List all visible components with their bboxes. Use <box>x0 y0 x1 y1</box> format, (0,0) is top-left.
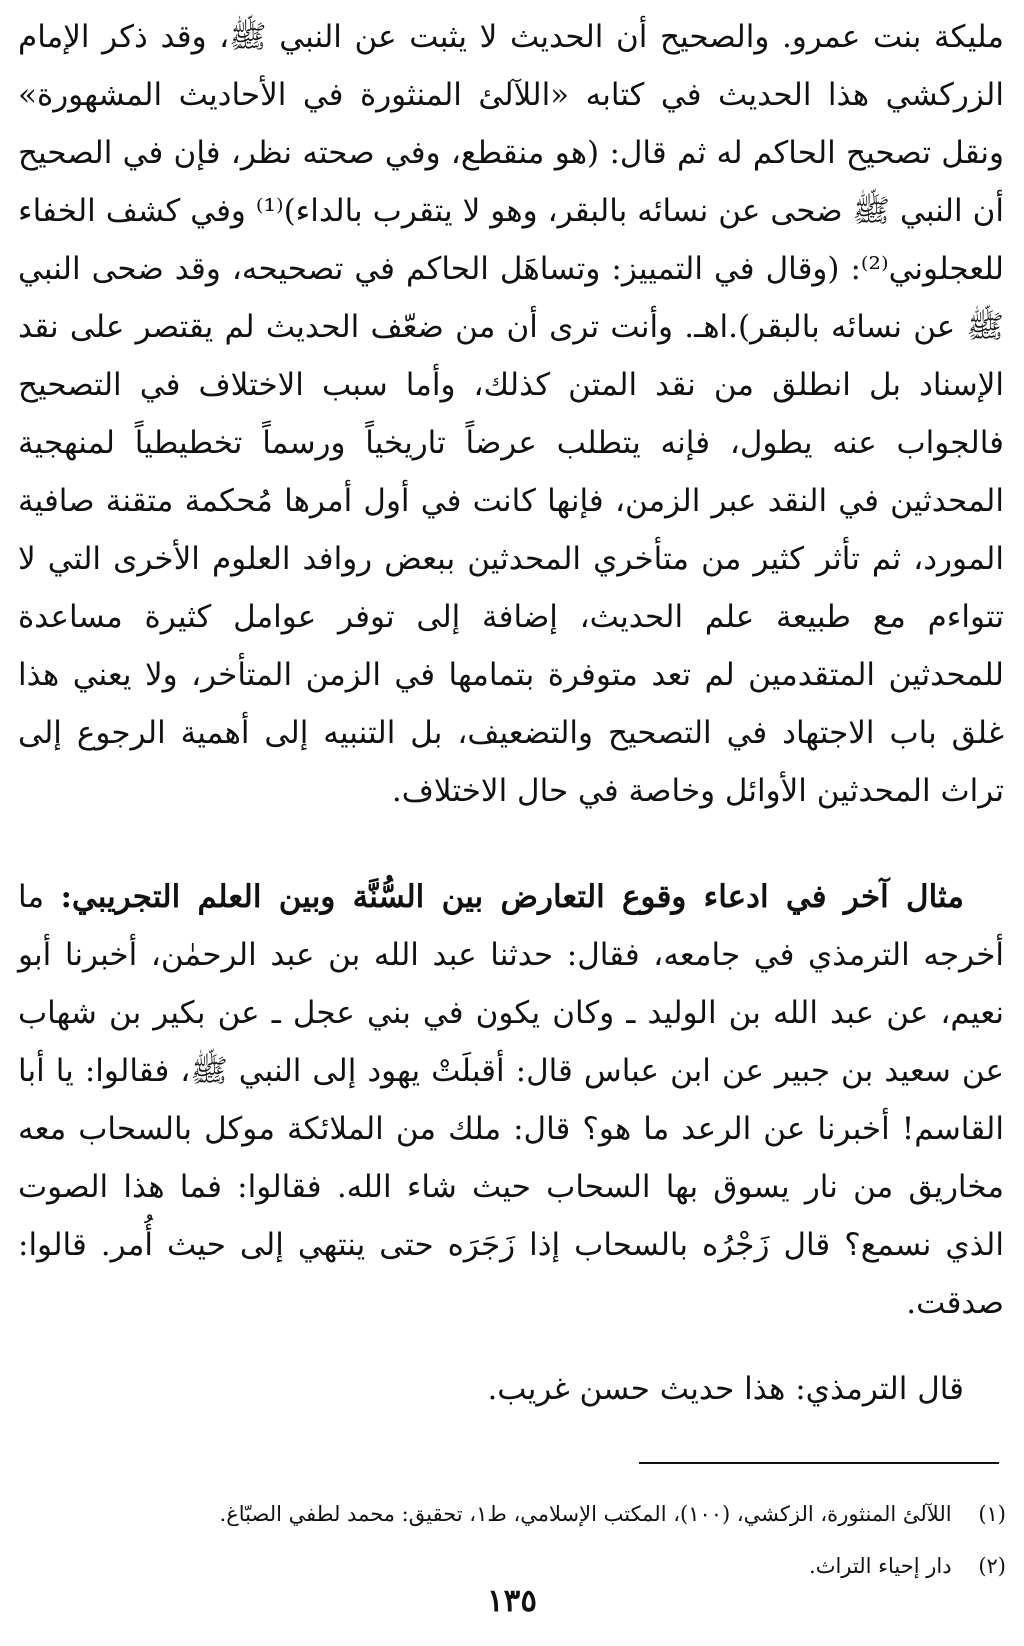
section-heading: مثال آخر في ادعاء وقوع التعارض بين السُّنَّة وبين العلم التجريبي: <box>60 879 964 915</box>
tirmidhi-verdict: قال الترمذي: هذا حديث حسن غريب. <box>487 1371 964 1407</box>
footnote-text: دار إحياء التراث. <box>809 1554 952 1578</box>
footnote-1 <box>26 1488 1006 1540</box>
page-body <box>18 8 1004 1418</box>
example-text: ما أخرجه الترمذي في جامعه، فقال: حدثنا عبد الله بن عبد الرحمٰن، أخبرنا أبو نعيم، عن عبد الله بن الوليد ـ وكان يكون في بني عجل ـ عن بكير بن شهاب عن سعيد بن جبير عن ابن عباس قال: أقبلَتْ يهود إلى النبي ﷺ، فقالوا: يا أبا القاسم! أخبرنا عن الرعد ما هو؟ قال: ملك من الملائكة موكل بالسحاب معه مخاريق من نار يسوق بها السحاب حيث شاء الله. فقالوا: فما هذا الصوت الذي نسمع؟ قال زَجْرُه بالسحاب إذا زَجَرَه حتى ينتهي إلى حيث أُمر. قالوا: صدقت. <box>18 879 1004 1321</box>
footnote-text: اللآلئ المنثورة، الزكشي، (١٠٠)، المكتب الإسلامي، ط١، تحقيق: محمد لطفي الصبّاغ. <box>219 1502 952 1526</box>
body-paragraph-example <box>18 868 1004 1332</box>
footnote-number: (١) <box>978 1502 1006 1526</box>
footnotes <box>26 1488 1006 1592</box>
footnote-number: (٢) <box>978 1554 1006 1578</box>
body-paragraph: مليكة بنت عمرو. والصحيح أن الحديث لا يثبت عن النبي ﷺ، وقد ذكر الإمام الزركشي هذا الحديث في كتابه «اللآلئ المنثورة في الأحاديث المشهورة» ونقل تصحيح الحاكم له ثم قال: (هو منقطع، وفي صحته نظر، فإن في الصحيح أن النبي ﷺ ضحى عن نسائه بالبقر، وهو لا يتقرب بالداء)⁽¹⁾ وفي كشف الخفاء للعجلوني⁽²⁾: (وقال في التمييز: وتساهَل الحاكم في تصحيحه، وقد ضحى النبي ﷺ عن نسائه بالبقر).اهـ. وأنت ترى أن من ضعّف الحديث لم يقتصر على نقد الإسناد بل انطلق من نقد المتن كذلك، وأما سبب الاختلاف في التصحيح فالجواب عنه يطول، فإنه يتطلب عرضاً تاريخياً ورسماً تخطيطياً لمنهجية المحدثين في النقد عبر الزمن، فإنها كانت في أول أمرها مُحكمة متقنة صافية المورد، ثم تأثر كثير من متأخري المحدثين ببعض روافد العلوم الأخرى التي لا تتواءم مع طبيعة علم الحديث، إضافة إلى توفر عوامل كثيرة مساعدة للمحدثين المتقدمين لم تعد متوفرة بتمامها في الزمن المتأخر، ولا يعني هذا غلق باب الاجتهاد في التصحيح والتضعيف، بل التنبيه إلى أهمية الرجوع إلى تراث المحدثين الأوائل وخاصة في حال الاختلاف. <box>18 19 1004 809</box>
footnote-divider <box>639 1462 999 1464</box>
page-number: ١٣٥ <box>487 1583 537 1619</box>
